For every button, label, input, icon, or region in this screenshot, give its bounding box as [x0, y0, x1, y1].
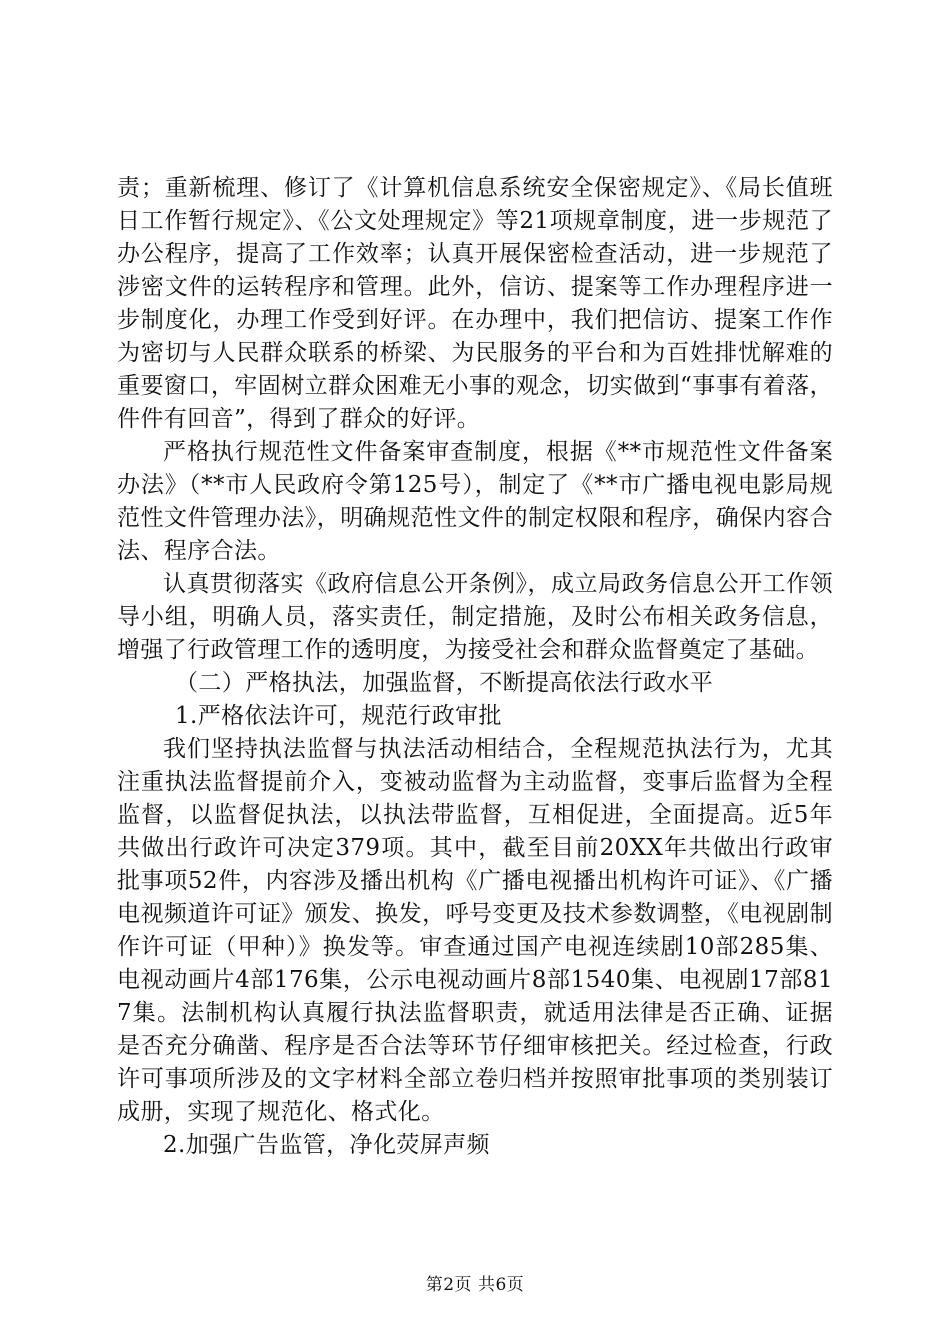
document-body [117, 172, 833, 1162]
paragraph-rules-revision: 责；重新梳理、修订了《计算机信息系统安全保密规定》、《局长值班日工作暂行规定》、《公文处理规定》等21项规章制度，进一步规范了办公程序，提高了工作效率；认真开展保密检查活动，进一步规范了涉密文件的运转程序和管理。此外，信访、提案等工作办理程序进一步制度化，办理工作受到好评。在办理中，我们把信访、提案工作作为密切与人民群众联系的桥梁、为民服务的平台和为百姓排忧解难的重要窗口，牢固树立群众困难无小事的观念，切实做到“事事有着落，件件有回音”，得到了群众的好评。 [117, 175, 833, 432]
paragraph-normative-documents: 严格执行规范性文件备案审查制度，根据《**市规范性文件备案办法》（**市人民政府令第125号），制定了《**市广播电视电影局规范性文件管理办法》，明确规范性文件的制定权限和程序，确保内容合法、程序合法。 [117, 439, 833, 564]
section-heading-strict-enforcement: （二）严格执法，加强监督，不断提高依法行政水平 [175, 670, 714, 696]
subsection-heading-licensing: 1.严格依法许可，规范行政审批 [175, 703, 502, 729]
paragraph-enforcement-supervision: 我们坚持执法监督与执法活动相结合，全程规范执法行为，尤其注重执法监督提前介入，变被动监督为主动监督，变事后监督为全程监督，以监督促执法，以执法带监督，互相促进，全面提高。近5年共做出行政许可决定379项。其中，截至目前20XX年共做出行政审批事项52件，内容涉及播出机构《广播电视播出机构许可证》、《广播电视频道许可证》颁发、换发，呼号变更及技术参数调整，《电视剧制作许可证（甲种）》换发等。审查通过国产电视连续剧10部285集、电视动画片4部176集，公示电视动画片8部1540集、电视剧17部817集。法制机构认真履行执法监督职责，就适用法律是否正确、证据是否充分确凿、程序是否合法等环节仔细审核把关。经过检查，行政许可事项所涉及的文字材料全部立卷归档并按照审批事项的类别装订成册，实现了规范化、格式化。 [117, 736, 833, 1125]
subsection-heading-advertising: 2.加强广告监管，净化荧屏声频 [163, 1132, 490, 1158]
paragraph-information-disclosure: 认真贯彻落实《政府信息公开条例》，成立局政务信息公开工作领导小组，明确人员，落实责任，制定措施，及时公布相关政务信息，增强了行政管理工作的透明度，为接受社会和群众监督奠定了基础。 [117, 571, 833, 663]
page-footer: 第2页 共6页 [425, 1275, 525, 1295]
